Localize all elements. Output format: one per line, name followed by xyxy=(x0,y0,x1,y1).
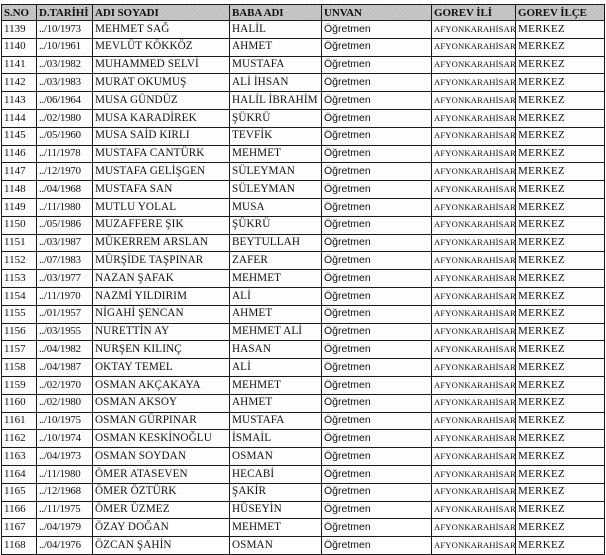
father-name-cell: MEHMET ALİ xyxy=(230,323,322,341)
serial-number-cell: 1166 xyxy=(2,501,37,519)
serial-number-cell: 1165 xyxy=(2,483,37,501)
province-cell: AFYONKARAHİSAR xyxy=(432,394,516,412)
header-district: GOREV İLÇE xyxy=(516,5,605,21)
district-cell: MERKEZ xyxy=(516,181,605,199)
title-cell: Öğretmen xyxy=(322,181,432,199)
full-name-cell: ÖMER ATASEVEN xyxy=(93,465,230,483)
birth-date-cell: ../10/1975 xyxy=(37,412,93,430)
table-body xyxy=(2,21,605,555)
province-cell: AFYONKARAHİSAR xyxy=(432,21,516,39)
table-row xyxy=(2,519,605,537)
birth-date-cell: ../10/1961 xyxy=(37,38,93,56)
full-name-cell: MUHAMMED SELVİ xyxy=(93,56,230,74)
table-row xyxy=(2,376,605,394)
serial-number-cell: 1148 xyxy=(2,181,37,199)
district-cell: MERKEZ xyxy=(516,305,605,323)
father-name-cell: MEHMET xyxy=(230,270,322,288)
father-name-cell: TEVFİK xyxy=(230,127,322,145)
province-cell: AFYONKARAHİSAR xyxy=(432,38,516,56)
full-name-cell: MUZAFFERE ŞIK xyxy=(93,216,230,234)
table-row xyxy=(2,181,605,199)
birth-date-cell: ../11/1980 xyxy=(37,198,93,216)
district-cell: MERKEZ xyxy=(516,465,605,483)
district-cell: MERKEZ xyxy=(516,287,605,305)
district-cell: MERKEZ xyxy=(516,519,605,537)
father-name-cell: ZAFER xyxy=(230,252,322,270)
serial-number-cell: 1144 xyxy=(2,109,37,127)
title-cell: Öğretmen xyxy=(322,38,432,56)
birth-date-cell: ../11/1980 xyxy=(37,465,93,483)
title-cell: Öğretmen xyxy=(322,519,432,537)
father-name-cell: ŞÜKRÜ xyxy=(230,109,322,127)
birth-date-cell: ../02/1970 xyxy=(37,376,93,394)
birth-date-cell: ../03/1977 xyxy=(37,270,93,288)
table-row xyxy=(2,305,605,323)
full-name-cell: NİGAHİ ŞENCAN xyxy=(93,305,230,323)
birth-date-cell: ../10/1974 xyxy=(37,430,93,448)
table-row xyxy=(2,270,605,288)
table-row xyxy=(2,109,605,127)
province-cell: AFYONKARAHİSAR xyxy=(432,287,516,305)
birth-date-cell: ../10/1973 xyxy=(37,21,93,39)
serial-number-cell: 1158 xyxy=(2,359,37,377)
header-full-name: ADI SOYADI xyxy=(93,5,230,21)
birth-date-cell: ../12/1968 xyxy=(37,483,93,501)
district-cell: MERKEZ xyxy=(516,252,605,270)
birth-date-cell: ../04/1976 xyxy=(37,537,93,555)
table-row xyxy=(2,92,605,110)
father-name-cell: HECABİ xyxy=(230,465,322,483)
district-cell: MERKEZ xyxy=(516,216,605,234)
header-province: GOREV İLİ xyxy=(432,5,516,21)
province-cell: AFYONKARAHİSAR xyxy=(432,56,516,74)
province-cell: AFYONKARAHİSAR xyxy=(432,359,516,377)
birth-date-cell: ../03/1983 xyxy=(37,74,93,92)
father-name-cell: MUSA xyxy=(230,198,322,216)
district-cell: MERKEZ xyxy=(516,394,605,412)
title-cell: Öğretmen xyxy=(322,501,432,519)
title-cell: Öğretmen xyxy=(322,430,432,448)
serial-number-cell: 1161 xyxy=(2,412,37,430)
table-row xyxy=(2,74,605,92)
province-cell: AFYONKARAHİSAR xyxy=(432,145,516,163)
district-cell: MERKEZ xyxy=(516,341,605,359)
birth-date-cell: ../03/1987 xyxy=(37,234,93,252)
title-cell: Öğretmen xyxy=(322,92,432,110)
title-cell: Öğretmen xyxy=(322,163,432,181)
province-cell: AFYONKARAHİSAR xyxy=(432,412,516,430)
district-cell: MERKEZ xyxy=(516,359,605,377)
province-cell: AFYONKARAHİSAR xyxy=(432,163,516,181)
serial-number-cell: 1164 xyxy=(2,465,37,483)
table-row xyxy=(2,341,605,359)
table-row xyxy=(2,483,605,501)
title-cell: Öğretmen xyxy=(322,305,432,323)
table-row xyxy=(2,537,605,555)
title-cell: Öğretmen xyxy=(322,287,432,305)
province-cell: AFYONKARAHİSAR xyxy=(432,341,516,359)
province-cell: AFYONKARAHİSAR xyxy=(432,448,516,466)
full-name-cell: ÖZAY DOĞAN xyxy=(93,519,230,537)
province-cell: AFYONKARAHİSAR xyxy=(432,323,516,341)
title-cell: Öğretmen xyxy=(322,394,432,412)
table-row xyxy=(2,412,605,430)
serial-number-cell: 1168 xyxy=(2,537,37,555)
district-cell: MERKEZ xyxy=(516,412,605,430)
serial-number-cell: 1140 xyxy=(2,38,37,56)
district-cell: MERKEZ xyxy=(516,430,605,448)
birth-date-cell: ../11/1975 xyxy=(37,501,93,519)
father-name-cell: MUSTAFA xyxy=(230,412,322,430)
header-row xyxy=(2,5,605,21)
father-name-cell: ŞÜKRÜ xyxy=(230,216,322,234)
birth-date-cell: ../04/1973 xyxy=(37,448,93,466)
title-cell: Öğretmen xyxy=(322,145,432,163)
district-cell: MERKEZ xyxy=(516,323,605,341)
birth-date-cell: ../04/1982 xyxy=(37,341,93,359)
birth-date-cell: ../05/1960 xyxy=(37,127,93,145)
header-birth-date: D.TARİHİ xyxy=(37,5,93,21)
birth-date-cell: ../04/1968 xyxy=(37,181,93,199)
serial-number-cell: 1143 xyxy=(2,92,37,110)
table-row xyxy=(2,198,605,216)
title-cell: Öğretmen xyxy=(322,234,432,252)
title-cell: Öğretmen xyxy=(322,127,432,145)
father-name-cell: OSMAN xyxy=(230,537,322,555)
header-sno: S.NO xyxy=(2,5,37,21)
staff-table xyxy=(1,4,605,555)
district-cell: MERKEZ xyxy=(516,127,605,145)
district-cell: MERKEZ xyxy=(516,234,605,252)
serial-number-cell: 1167 xyxy=(2,519,37,537)
father-name-cell: ALİ xyxy=(230,359,322,377)
province-cell: AFYONKARAHİSAR xyxy=(432,270,516,288)
district-cell: MERKEZ xyxy=(516,145,605,163)
full-name-cell: MEHMET SAĞ xyxy=(93,21,230,39)
birth-date-cell: ../02/1980 xyxy=(37,109,93,127)
father-name-cell: HALİL İBRAHİM xyxy=(230,92,322,110)
province-cell: AFYONKARAHİSAR xyxy=(432,216,516,234)
birth-date-cell: ../04/1987 xyxy=(37,359,93,377)
serial-number-cell: 1139 xyxy=(2,21,37,39)
full-name-cell: MUSA GÜNDÜZ xyxy=(93,92,230,110)
serial-number-cell: 1142 xyxy=(2,74,37,92)
birth-date-cell: ../12/1970 xyxy=(37,163,93,181)
title-cell: Öğretmen xyxy=(322,376,432,394)
father-name-cell: SÜLEYMAN xyxy=(230,163,322,181)
birth-date-cell: ../06/1964 xyxy=(37,92,93,110)
table-row xyxy=(2,252,605,270)
title-cell: Öğretmen xyxy=(322,216,432,234)
father-name-cell: OSMAN xyxy=(230,448,322,466)
title-cell: Öğretmen xyxy=(322,465,432,483)
birth-date-cell: ../11/1978 xyxy=(37,145,93,163)
district-cell: MERKEZ xyxy=(516,270,605,288)
table-row xyxy=(2,127,605,145)
full-name-cell: OSMAN SOYDAN xyxy=(93,448,230,466)
birth-date-cell: ../01/1957 xyxy=(37,305,93,323)
serial-number-cell: 1159 xyxy=(2,376,37,394)
full-name-cell: MÜRŞİDE TAŞPINAR xyxy=(93,252,230,270)
title-cell: Öğretmen xyxy=(322,109,432,127)
birth-date-cell: ../11/1970 xyxy=(37,287,93,305)
province-cell: AFYONKARAHİSAR xyxy=(432,234,516,252)
father-name-cell: ALİ xyxy=(230,287,322,305)
serial-number-cell: 1156 xyxy=(2,323,37,341)
serial-number-cell: 1153 xyxy=(2,270,37,288)
province-cell: AFYONKARAHİSAR xyxy=(432,430,516,448)
father-name-cell: HALİL xyxy=(230,21,322,39)
father-name-cell: BEYTULLAH xyxy=(230,234,322,252)
full-name-cell: NAZMİ YILDIRIM xyxy=(93,287,230,305)
full-name-cell: MÜKERREM ARSLAN xyxy=(93,234,230,252)
table-row xyxy=(2,56,605,74)
serial-number-cell: 1141 xyxy=(2,56,37,74)
father-name-cell: MEHMET xyxy=(230,376,322,394)
title-cell: Öğretmen xyxy=(322,537,432,555)
birth-date-cell: ../07/1983 xyxy=(37,252,93,270)
full-name-cell: OSMAN KESKİNOĞLU xyxy=(93,430,230,448)
full-name-cell: MUTLU YOLAL xyxy=(93,198,230,216)
title-cell: Öğretmen xyxy=(322,21,432,39)
document-page xyxy=(0,4,606,551)
title-cell: Öğretmen xyxy=(322,323,432,341)
province-cell: AFYONKARAHİSAR xyxy=(432,465,516,483)
table-row xyxy=(2,394,605,412)
serial-number-cell: 1147 xyxy=(2,163,37,181)
father-name-cell: AHMET xyxy=(230,305,322,323)
district-cell: MERKEZ xyxy=(516,448,605,466)
full-name-cell: MUSA SAİD KIRLI xyxy=(93,127,230,145)
father-name-cell: ALİ İHSAN xyxy=(230,74,322,92)
father-name-cell: AHMET xyxy=(230,394,322,412)
full-name-cell: ÖMER ÖZTÜRK xyxy=(93,483,230,501)
province-cell: AFYONKARAHİSAR xyxy=(432,501,516,519)
province-cell: AFYONKARAHİSAR xyxy=(432,198,516,216)
serial-number-cell: 1146 xyxy=(2,145,37,163)
province-cell: AFYONKARAHİSAR xyxy=(432,181,516,199)
full-name-cell: NAZAN ŞAFAK xyxy=(93,270,230,288)
birth-date-cell: ../04/1979 xyxy=(37,519,93,537)
table-row xyxy=(2,287,605,305)
district-cell: MERKEZ xyxy=(516,376,605,394)
full-name-cell: OKTAY TEMEL xyxy=(93,359,230,377)
table-row xyxy=(2,323,605,341)
father-name-cell: MUSTAFA xyxy=(230,56,322,74)
district-cell: MERKEZ xyxy=(516,21,605,39)
district-cell: MERKEZ xyxy=(516,38,605,56)
title-cell: Öğretmen xyxy=(322,270,432,288)
father-name-cell: ŞAKİR xyxy=(230,483,322,501)
full-name-cell: MUSTAFA GELİŞGEN xyxy=(93,163,230,181)
serial-number-cell: 1163 xyxy=(2,448,37,466)
district-cell: MERKEZ xyxy=(516,163,605,181)
father-name-cell: HÜSEYİN xyxy=(230,501,322,519)
table-row xyxy=(2,448,605,466)
full-name-cell: MURAT OKUMUŞ xyxy=(93,74,230,92)
title-cell: Öğretmen xyxy=(322,483,432,501)
birth-date-cell: ../02/1980 xyxy=(37,394,93,412)
province-cell: AFYONKARAHİSAR xyxy=(432,305,516,323)
table-row xyxy=(2,21,605,39)
father-name-cell: MEHMET xyxy=(230,145,322,163)
table-row xyxy=(2,430,605,448)
table-row xyxy=(2,216,605,234)
serial-number-cell: 1162 xyxy=(2,430,37,448)
title-cell: Öğretmen xyxy=(322,341,432,359)
full-name-cell: NURŞEN KILINÇ xyxy=(93,341,230,359)
province-cell: AFYONKARAHİSAR xyxy=(432,252,516,270)
birth-date-cell: ../03/1955 xyxy=(37,323,93,341)
serial-number-cell: 1149 xyxy=(2,198,37,216)
table-header xyxy=(2,5,605,21)
father-name-cell: SÜLEYMAN xyxy=(230,181,322,199)
district-cell: MERKEZ xyxy=(516,56,605,74)
province-cell: AFYONKARAHİSAR xyxy=(432,376,516,394)
title-cell: Öğretmen xyxy=(322,252,432,270)
district-cell: MERKEZ xyxy=(516,537,605,555)
district-cell: MERKEZ xyxy=(516,501,605,519)
district-cell: MERKEZ xyxy=(516,483,605,501)
full-name-cell: MUSTAFA SAN xyxy=(93,181,230,199)
title-cell: Öğretmen xyxy=(322,56,432,74)
serial-number-cell: 1155 xyxy=(2,305,37,323)
full-name-cell: NURETTİN AY xyxy=(93,323,230,341)
province-cell: AFYONKARAHİSAR xyxy=(432,519,516,537)
full-name-cell: ÖMER ÜZMEZ xyxy=(93,501,230,519)
full-name-cell: ÖZCAN ŞAHİN xyxy=(93,537,230,555)
serial-number-cell: 1160 xyxy=(2,394,37,412)
title-cell: Öğretmen xyxy=(322,74,432,92)
full-name-cell: OSMAN AKÇAKAYA xyxy=(93,376,230,394)
serial-number-cell: 1145 xyxy=(2,127,37,145)
district-cell: MERKEZ xyxy=(516,92,605,110)
table-row xyxy=(2,163,605,181)
serial-number-cell: 1150 xyxy=(2,216,37,234)
serial-number-cell: 1157 xyxy=(2,341,37,359)
full-name-cell: OSMAN GÜRPINAR xyxy=(93,412,230,430)
birth-date-cell: ../03/1982 xyxy=(37,56,93,74)
full-name-cell: MEVLÜT KÖKKÖZ xyxy=(93,38,230,56)
title-cell: Öğretmen xyxy=(322,412,432,430)
full-name-cell: MUSTAFA CANTÜRK xyxy=(93,145,230,163)
province-cell: AFYONKARAHİSAR xyxy=(432,92,516,110)
father-name-cell: AHMET xyxy=(230,38,322,56)
serial-number-cell: 1151 xyxy=(2,234,37,252)
serial-number-cell: 1154 xyxy=(2,287,37,305)
full-name-cell: MUSA KARADİREK xyxy=(93,109,230,127)
province-cell: AFYONKARAHİSAR xyxy=(432,109,516,127)
header-title: UNVAN xyxy=(322,5,432,21)
province-cell: AFYONKARAHİSAR xyxy=(432,74,516,92)
district-cell: MERKEZ xyxy=(516,198,605,216)
serial-number-cell: 1152 xyxy=(2,252,37,270)
district-cell: MERKEZ xyxy=(516,109,605,127)
title-cell: Öğretmen xyxy=(322,448,432,466)
table-row xyxy=(2,234,605,252)
table-row xyxy=(2,465,605,483)
father-name-cell: İSMAİL xyxy=(230,430,322,448)
header-father-name: BABA ADI xyxy=(230,5,322,21)
table-row xyxy=(2,501,605,519)
title-cell: Öğretmen xyxy=(322,359,432,377)
title-cell: Öğretmen xyxy=(322,198,432,216)
father-name-cell: HASAN xyxy=(230,341,322,359)
father-name-cell: MEHMET xyxy=(230,519,322,537)
table-row xyxy=(2,359,605,377)
full-name-cell: OSMAN AKSOY xyxy=(93,394,230,412)
birth-date-cell: ../05/1986 xyxy=(37,216,93,234)
district-cell: MERKEZ xyxy=(516,74,605,92)
province-cell: AFYONKARAHİSAR xyxy=(432,483,516,501)
province-cell: AFYONKARAHİSAR xyxy=(432,127,516,145)
province-cell: AFYONKARAHİSAR xyxy=(432,537,516,555)
table-row xyxy=(2,145,605,163)
table-row xyxy=(2,38,605,56)
